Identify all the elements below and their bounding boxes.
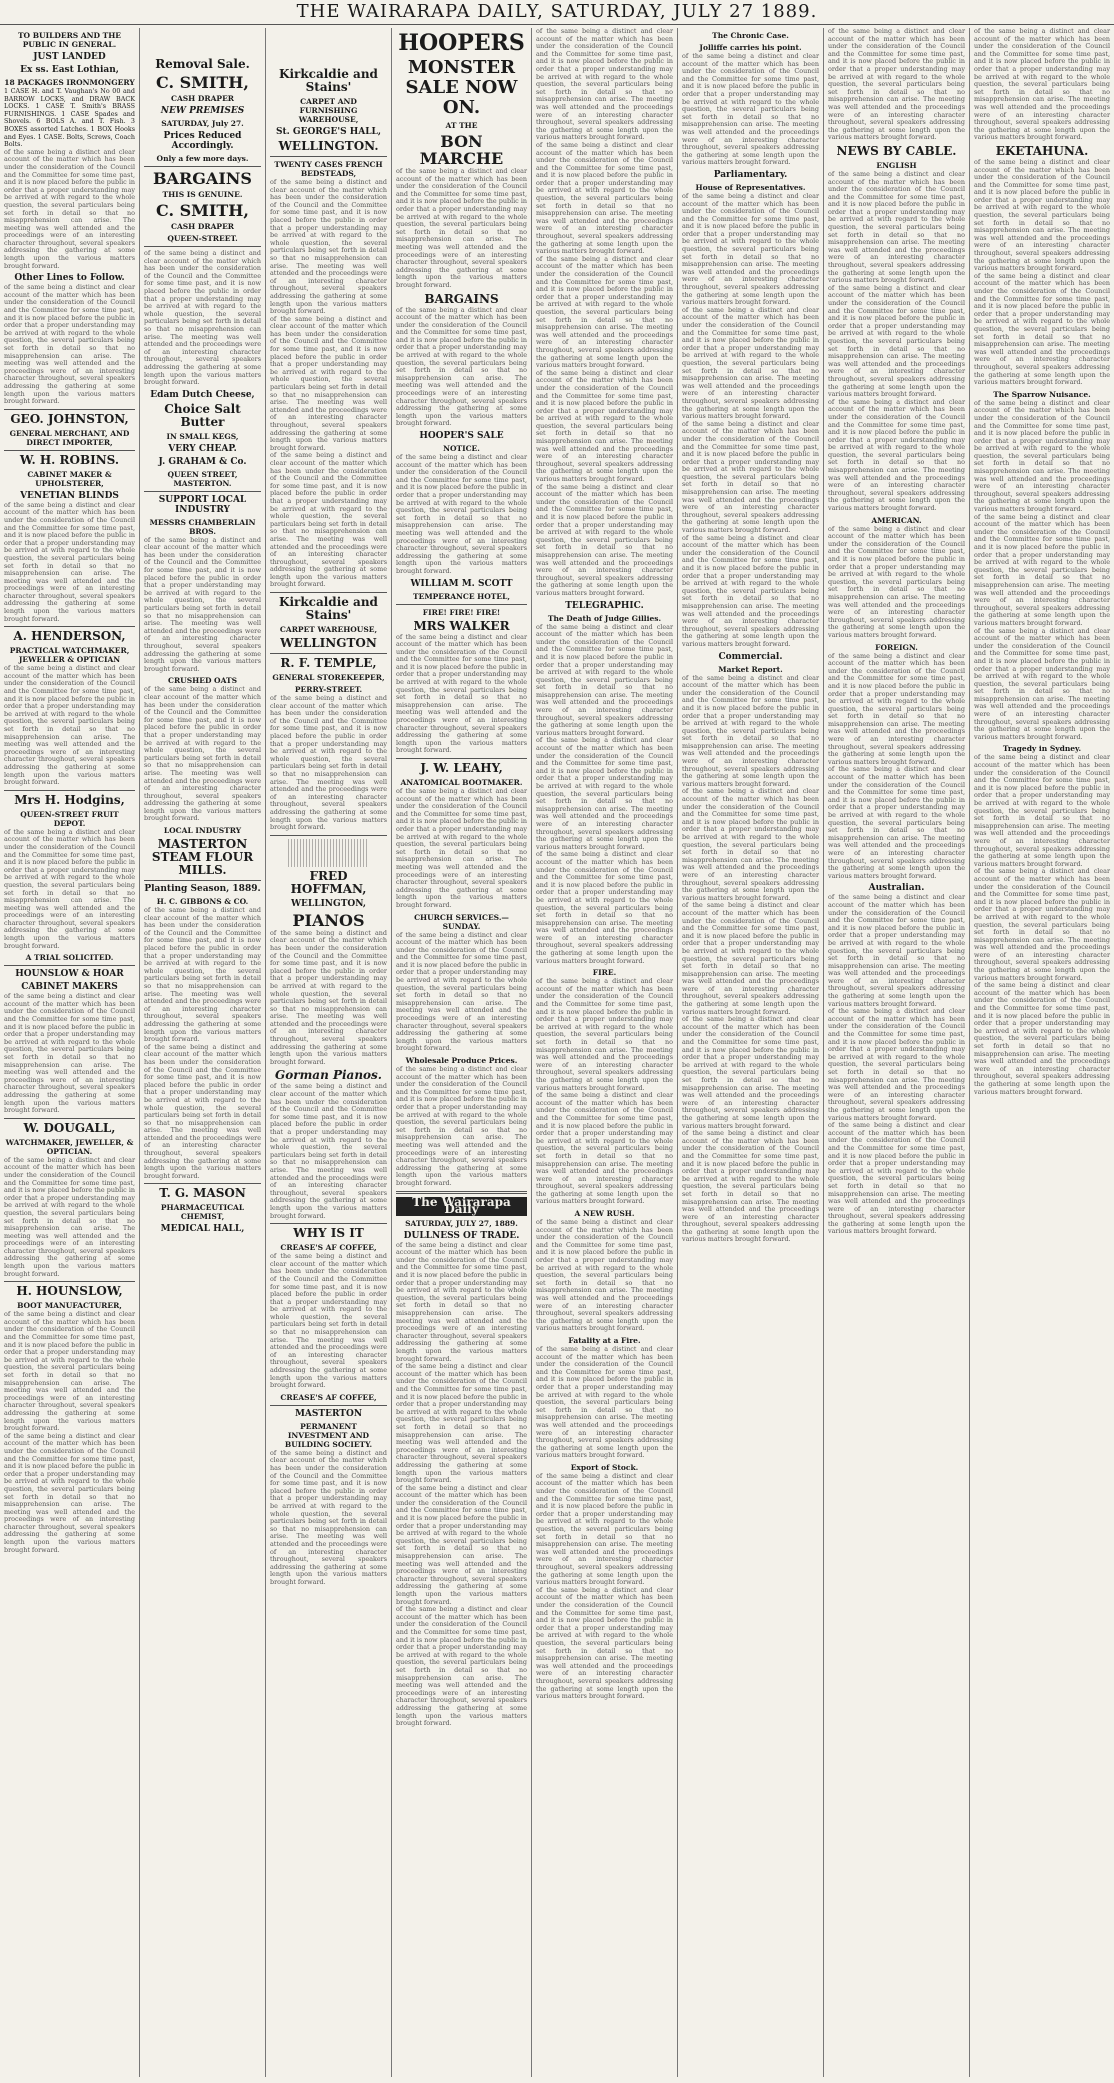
- col3-filler: [270, 695, 387, 832]
- col1-ad3-extra: VENETIAN BLINDS: [20, 490, 119, 501]
- col2-filler: [144, 250, 261, 387]
- col2-ad4-title: SUPPORT LOCAL INDUSTRY: [158, 494, 247, 515]
- col5-filler: [536, 1092, 673, 1206]
- col5-filler: [536, 737, 673, 851]
- col2-ad2-name: C. SMITH,: [156, 201, 249, 220]
- col4-ad4-sub: ANATOMICAL BOOTMAKER.: [400, 778, 523, 787]
- col4-filler: [396, 1242, 527, 1364]
- col3-ad4-pianos: PIANOS: [292, 910, 365, 930]
- col1-ad8-title: H. HOUNSLOW,: [16, 1284, 123, 1299]
- col7-filler: [828, 653, 965, 767]
- masthead: THE WAIRARAPA DAILY, SATURDAY, JULY 27 1889.: [0, 0, 1114, 25]
- col5-rush: A NEW RUSH.: [574, 1209, 635, 1219]
- col5-filler: [536, 484, 673, 598]
- col1-ad4-title: A. HENDERSON,: [13, 629, 126, 644]
- col1-filler: [4, 1157, 135, 1279]
- col5-filler: [536, 1587, 673, 1701]
- col4-filler: [396, 1066, 527, 1188]
- col8-sparrow: The Sparrow Nuisance.: [993, 389, 1091, 399]
- col1-filler: [4, 502, 135, 624]
- col7-foreign: FOREIGN.: [875, 642, 918, 652]
- col1-ad6-sub: CABINET MAKERS: [21, 982, 118, 993]
- col2-ad1-note2: Only a few more days.: [156, 154, 249, 163]
- col3-filler: [270, 1253, 387, 1390]
- col6-filler: [682, 421, 819, 535]
- col4-ad3-title: FIRE! FIRE! FIRE!: [422, 607, 501, 617]
- col1-ad5-sub: QUEEN-STREET FRUIT DEPOT.: [20, 809, 119, 828]
- col1-ad3-title: W. H. ROBINS.: [19, 452, 120, 467]
- col7-filler: [828, 526, 965, 640]
- col2-ad4-name: MESSRS CHAMBERLAIN BROS.: [149, 517, 256, 536]
- col7-filler: [828, 894, 965, 1008]
- col2-ad1-new: NEW PREMISES: [160, 106, 245, 116]
- col8-filler: [974, 28, 1110, 142]
- col4-paper-date: SATURDAY, JULY 27, 1889.: [405, 1218, 518, 1228]
- col8-sydney: Tragedy in Sydney.: [1002, 744, 1082, 754]
- col5-filler: [536, 142, 673, 256]
- col7-filler: [828, 1008, 965, 1122]
- col2-ad7-title: T. G. MASON: [159, 1186, 246, 1201]
- col5-telegraphic: TELEGRAPHIC.: [565, 600, 644, 611]
- col4-filler: [396, 788, 527, 910]
- col4-ad2-sub: TEMPERANCE HOTEL,: [413, 591, 510, 601]
- col8-filler: [974, 868, 1110, 982]
- engraved-hand-illustration: [288, 839, 370, 867]
- col2-ad2-loc: QUEEN-STREET.: [167, 234, 238, 243]
- col1-heading2: JUST LANDED: [33, 52, 106, 62]
- col8-filler: [974, 982, 1110, 1096]
- col3-ad1-banner: TWENTY CASES FRENCH BEDSTEADS,: [274, 160, 383, 178]
- col5-filler: [536, 256, 673, 370]
- col1-ad5-title: Mrs H. Hodgins,: [14, 792, 125, 807]
- col4-ad1-notice: NOTICE.: [443, 444, 480, 453]
- col4-filler: [396, 307, 527, 429]
- col3-ad7-sub: PERMANENT INVESTMENT AND BUILDING SOCIETY.: [284, 1421, 373, 1449]
- col4-ad6-title: Wholesale Produce Prices.: [405, 1056, 518, 1065]
- col2-ad1-title: Removal Sale.: [155, 57, 250, 71]
- col2-filler: [144, 1044, 261, 1181]
- col5-filler: [536, 1219, 673, 1333]
- col6-commercial: Commercial.: [718, 651, 783, 662]
- col3-filler: [270, 1083, 387, 1220]
- col5-oats: Export of Stock.: [570, 1462, 639, 1472]
- col2-filler: [144, 537, 261, 674]
- col3-ad3-sub: GENERAL STOREKEEPER,: [272, 673, 385, 683]
- col1-ad7-sub: WATCHMAKER, JEWELLER, & OPTICIAN.: [5, 1137, 134, 1156]
- col6-filler: [682, 535, 819, 649]
- col7-filler: [828, 28, 965, 142]
- col5-filler: [536, 978, 673, 1092]
- col2-ad1-name: C. SMITH,: [156, 73, 249, 92]
- col4-ad5-title: CHURCH SERVICES.—SUNDAY.: [414, 912, 509, 931]
- col7-filler: [828, 285, 965, 399]
- col1-filler: [4, 1433, 135, 1555]
- col7-english: ENGLISH: [876, 160, 917, 170]
- col8-filler: [974, 273, 1110, 387]
- col5-filler: [536, 624, 673, 738]
- col8-ekt: EKETAHUNA.: [995, 143, 1089, 158]
- col6-filler: [682, 53, 819, 167]
- col1-heading4: 18 PACKAGES IRONMONGERY: [4, 78, 135, 87]
- col3-ad4-title: FRED HOFFMAN,: [290, 868, 367, 896]
- col5-filler: [536, 1346, 673, 1460]
- col1-filler: [4, 665, 135, 787]
- col2-ad5-title: MASTERTON STEAM FLOUR MILLS.: [151, 837, 254, 878]
- col7-filler: [828, 766, 965, 880]
- col6-parl: Parliamentary.: [713, 169, 788, 180]
- col2-ad1-note: Prices Reduced Accordingly.: [163, 131, 242, 151]
- col6-filler: [682, 1130, 819, 1244]
- col2-ad4-flour: LOCAL INDUSTRY: [163, 826, 242, 836]
- col8-filler: [974, 754, 1110, 868]
- col1-ad5-extra: A TRIAL SOLICITED.: [25, 953, 114, 963]
- col6-filler: [682, 675, 819, 789]
- col2-ad3-note: IN SMALL KEGS,: [166, 431, 239, 441]
- col1-filler: [4, 149, 135, 271]
- col7-filler: [828, 1122, 965, 1236]
- col2-ad1-date: SATURDAY, July 27.: [161, 119, 244, 128]
- column-8: [970, 28, 1114, 2077]
- col4-ad1-bargains: BARGAINS: [424, 291, 499, 306]
- col2-ad2-sub: THIS IS GENUINE.: [162, 190, 243, 199]
- col7-filler: [828, 399, 965, 513]
- col3-ad1-sub: CARPET AND FURNISHING WAREHOUSE,: [298, 97, 359, 124]
- col2-ad3-title: Edam Dutch Cheese,: [150, 389, 255, 400]
- col3-ad6-title: WHY IS IT: [293, 1226, 364, 1241]
- col4-ad3-name: MRS WALKER: [413, 618, 510, 633]
- col1-ad6-title: HOUNSLOW & HOAR: [15, 969, 124, 980]
- col1-filler: [4, 284, 135, 406]
- col4-leader-title: DULLNESS OF TRADE.: [403, 1230, 520, 1241]
- col4-ad1-sub: MONSTER SALE NOW ON.: [405, 57, 518, 118]
- col6-filler: [682, 307, 819, 421]
- column-6: [678, 28, 824, 2077]
- col3-filler: [270, 179, 387, 316]
- col3-filler: [270, 1450, 387, 1587]
- col2-ad2-title: BARGAINS: [153, 169, 252, 188]
- col3-ad7-title: MASTERTON: [294, 1408, 363, 1419]
- col2-ad3-name: J. GRAHAM & Co.: [158, 456, 247, 467]
- col2-ad7-sub: PHARMACEUTICAL CHEMIST,: [160, 1203, 245, 1222]
- col3-filler: [270, 316, 387, 453]
- col5-filler: [536, 1473, 673, 1587]
- col3-ad2-sub: CARPET WAREHOUSE,: [279, 625, 378, 635]
- col7-filler: [828, 171, 965, 285]
- col3-ad2-title: Kirkcaldie and Stains': [279, 595, 378, 623]
- col6-chronic: The Chronic Case.: [712, 31, 789, 40]
- col8-filler: [974, 159, 1110, 273]
- col4-ad2-name: WILLIAM M. SCOTT: [410, 578, 513, 589]
- col1-filler: [4, 829, 135, 951]
- col6-house: House of Representatives.: [695, 182, 806, 192]
- col5-death: The Death of Judge Gillies.: [547, 613, 662, 623]
- col4-ad1-title: HOOPERS: [398, 30, 525, 56]
- col2-ad1-sub: CASH DRAPER: [170, 94, 235, 103]
- col8-filler: [974, 400, 1110, 514]
- col1-ad2-sub: GENERAL MERCHANT, AND DIRECT IMPORTER,: [9, 428, 130, 447]
- col3-ad1-loc: WELLINGTON.: [278, 139, 379, 153]
- col6-filler: [682, 193, 819, 307]
- col3-ad3-title: R. F. TEMPLE,: [280, 656, 377, 671]
- col6-filler: [682, 788, 819, 902]
- col6-filler: [682, 902, 819, 1016]
- col4-filler: [396, 1363, 527, 1485]
- column-4: [392, 28, 532, 2077]
- col8-filler: [974, 628, 1110, 742]
- col7-news: NEWS BY CABLE.: [836, 143, 957, 158]
- col2-ad3-sub: Choice Salt Butter: [164, 401, 241, 429]
- col1-filler: [4, 993, 135, 1115]
- col3-ad3-loc: PERRY-STREET.: [294, 685, 363, 695]
- col5-filler: [536, 28, 673, 142]
- col6-jolliffe: Jolliffe carries his point.: [699, 43, 802, 52]
- col1-ad2-title: GEO. JOHNSTON,: [10, 411, 129, 426]
- col2-ad6-title: Planting Season, 1889.: [144, 884, 261, 895]
- col2-filler: [144, 907, 261, 1044]
- col3-filler: [270, 930, 387, 1067]
- column-3: [266, 28, 392, 2077]
- col4-ad1-at: AT THE: [445, 121, 478, 130]
- col3-ad6-sub: CREASE'S AF COFFEE,: [280, 1243, 377, 1253]
- col4-ad1-sale: HOOPER'S SALE: [419, 431, 504, 441]
- col2-ad6-name: H. C. GIBBONS & CO.: [156, 897, 249, 907]
- col4-ad1-place: BON MARCHE: [419, 132, 504, 168]
- col2-ad3-loc: QUEEN STREET, MASTERTON.: [167, 469, 238, 488]
- col8-filler: [974, 514, 1110, 628]
- col4-filler: [396, 1606, 527, 1728]
- col3-filler: [270, 452, 387, 589]
- col5-filler: [536, 851, 673, 965]
- col2-ad3-very: VERY CHEAP.: [168, 443, 237, 454]
- col2-filler: [144, 686, 261, 823]
- col1-heading3: Ex ss. East Lothian,: [20, 65, 119, 75]
- col1-body: 1 CASE H. and T. Vaughan's No 00 and BARROW LOCKS, and DRAW BACK LOCKS. 1 CASE T. Smith's BRASS FURNISHINGS. 1 CASE Spades and Shovels. 6 BOLS A. and T. Fish. 3 BOXES assorted Latches. 1 BOX Hooks and Eyes. 1 CASE. Bolts, Screws, Coach Bolts.: [4, 87, 135, 149]
- col1-other-lines: Other Lines to Follow.: [14, 273, 125, 284]
- col1-filler: [4, 1311, 135, 1433]
- col3-ad2-loc: WELLINGTON: [280, 636, 377, 651]
- col5-filler: [536, 370, 673, 484]
- col4-filler: [396, 1485, 527, 1607]
- column-1: [0, 28, 140, 2077]
- col1-heading1: TO BUILDERS AND THE PUBLIC IN GENERAL.: [17, 31, 122, 49]
- col4-filler: [396, 454, 527, 576]
- col7-american: AMERICAN.: [871, 515, 922, 525]
- col3-ad6-extra: CREASE'S AF COFFEE,: [280, 1392, 377, 1402]
- col1-ad7-title: W. DOUGALL,: [23, 1120, 116, 1135]
- col4-ad4-name: J. W. LEAHY,: [420, 761, 503, 775]
- col5-fire: FIRE.: [592, 968, 617, 978]
- col1-ad4-sub: PRACTICAL WATCHMAKER, JEWELLER & OPTICIAN: [9, 646, 130, 665]
- col3-ad5-title: Gorman Pianos.: [275, 1068, 382, 1083]
- col4-filler: [396, 168, 527, 290]
- col4-filler: [396, 932, 527, 1054]
- col4-filler: [396, 634, 527, 756]
- col2-ad7-hall: MEDICAL HALL,: [160, 1224, 245, 1235]
- column-5: [532, 28, 678, 2077]
- column-2: [140, 28, 266, 2077]
- col6-market: Market Report.: [718, 664, 783, 674]
- col5-fatality: Fatality at a Fire.: [568, 1335, 641, 1345]
- col3-ad1-hall: St. GEORGE'S HALL,: [276, 127, 381, 137]
- col4-paper-title: The Wairarapa Daily: [396, 1197, 527, 1216]
- col6-filler: [682, 1016, 819, 1130]
- col2-ad4-sub: CRUSHED OATS: [167, 676, 238, 686]
- col7-australian: Australian.: [868, 883, 925, 894]
- col3-ad1-title: Kirkcaldie and Stains': [279, 67, 378, 94]
- col1-ad3-sub: CABINET MAKER & UPHOLSTERER,: [27, 469, 112, 488]
- col1-ad8-sub: BOOT MANUFACTURER,: [17, 1301, 122, 1311]
- col3-ad4-loc: WELLINGTON,: [290, 898, 367, 909]
- column-7: [824, 28, 970, 2077]
- col2-ad2-role: CASH DRAPER: [170, 222, 235, 231]
